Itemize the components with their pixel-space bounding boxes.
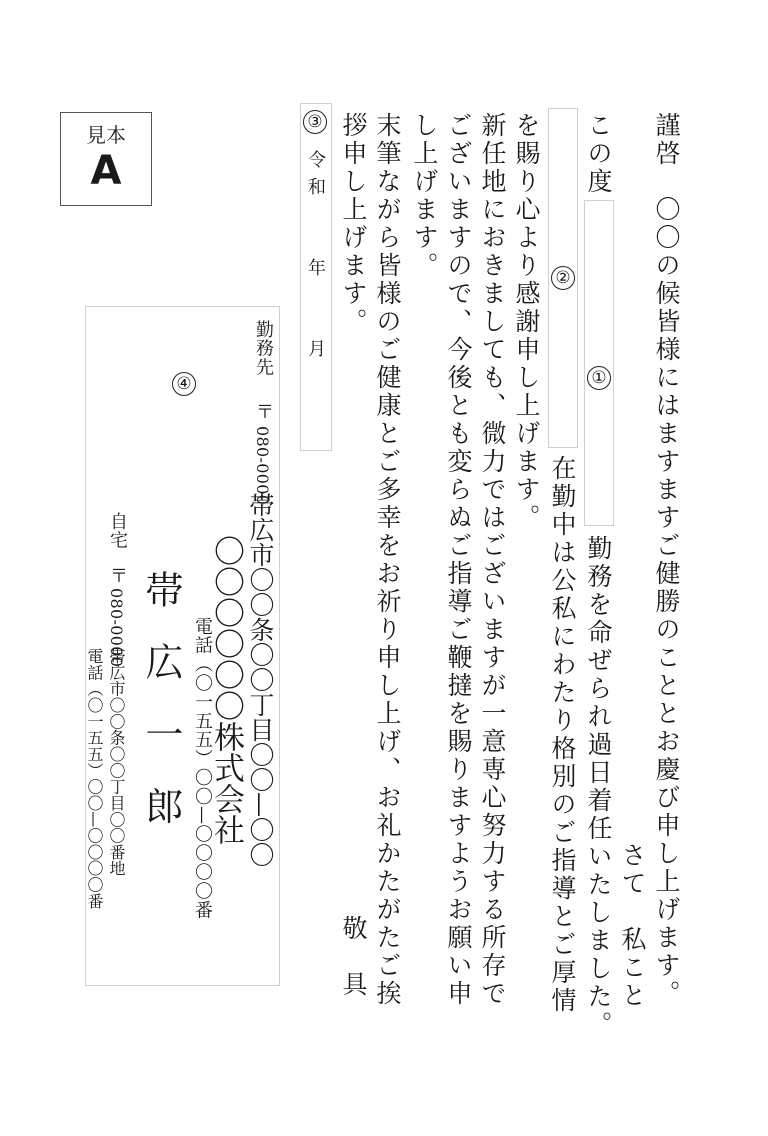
home-address: 帯広市〇〇条〇〇丁目〇〇番地: [107, 648, 126, 877]
letter-line-shiagemasu: し上げます。: [410, 112, 439, 280]
letter-line-shinninchi: 新任地におきましても、微力ではございますが一意専心努力する所存で: [478, 112, 507, 1008]
fill-in-field-1: [584, 200, 614, 526]
work-phone: 電話（〇一五五）〇〇—〇〇〇〇番: [192, 617, 213, 920]
work-label: 勤務先: [253, 320, 274, 377]
sender-name: 帯広一郎: [139, 570, 183, 859]
date-line: 令和 年 月: [305, 150, 326, 366]
marker-1: ①: [587, 366, 611, 390]
sample-label: 見本: [86, 123, 126, 147]
letter-line-sate: さて 私こと: [618, 842, 647, 1010]
work-postal-mark: 〒: [253, 402, 274, 421]
home-postal-mark: 〒: [107, 566, 128, 585]
letter-line-mappitsu: 末筆ながら皆様のご健康とご多幸をお祈り申し上げ、お礼かたがたご挨: [373, 112, 402, 1008]
sample-letter: A: [90, 148, 122, 194]
letter-line-kinmu: 勤務を命ぜられ過日着任いたしました。: [584, 535, 613, 1039]
marker-2: ②: [551, 266, 575, 290]
marker-4: ④: [172, 372, 196, 396]
letter-opening-line: 謹啓 〇〇の候皆様にはますますご健勝のこととお慶び申し上げます。: [652, 112, 681, 1008]
home-label: 自宅: [107, 512, 128, 550]
sample-label-box: [60, 112, 152, 206]
work-address: 帯広市〇〇条〇〇丁目〇〇—〇〇: [246, 492, 275, 867]
letter-line-aisatsu: 拶申し上げます。: [339, 112, 368, 336]
letter-line-tamawari: を賜り心より感謝申し上げます。: [512, 112, 541, 532]
closing-keigu: 敬 具: [339, 915, 368, 999]
home-postal-code: 080-0000: [107, 588, 126, 668]
letter-line-konotabi: この度: [584, 112, 613, 196]
letter-line-zaikin: 在勤中は公私にわたり格別のご指導とご厚情: [548, 455, 577, 1015]
home-phone: 電話（〇一五五）〇〇—〇〇〇〇番: [85, 648, 104, 910]
letter-line-gozaimasu: ございますので、今後とも変らぬご指導ご鞭撻を賜りますようお願い申: [444, 112, 473, 1008]
marker-3: ③: [303, 110, 327, 134]
work-postal-code: 080-0000: [253, 426, 272, 506]
company-name: 〇〇〇〇〇〇株式会社: [208, 535, 244, 845]
